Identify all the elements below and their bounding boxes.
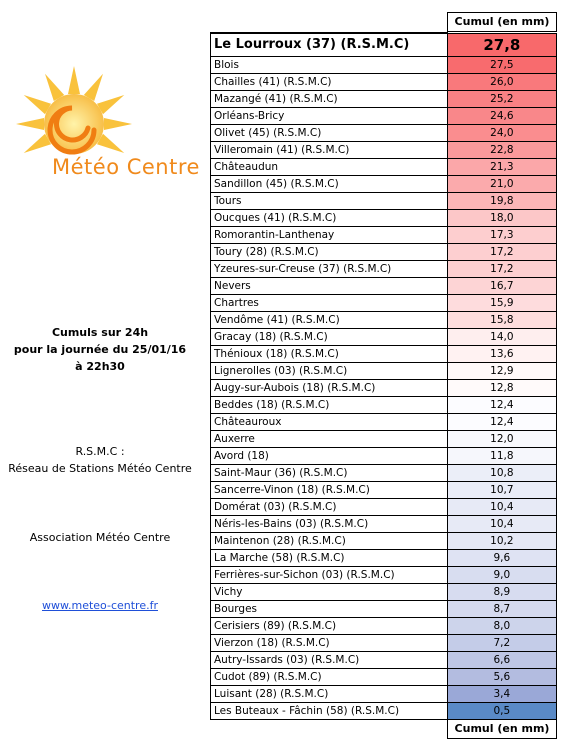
table-row	[211, 74, 557, 91]
station-name: Châteauroux	[211, 414, 448, 431]
rainfall-value: 10,4	[447, 499, 556, 516]
table-row	[211, 516, 557, 533]
rainfall-value: 22,8	[447, 142, 556, 159]
table-row	[211, 159, 557, 176]
rsmc-full: Réseau de Stations Météo Centre	[8, 462, 192, 475]
meteo-centre-logo	[2, 62, 202, 202]
table-row	[211, 295, 557, 312]
station-name: Tours	[211, 193, 448, 210]
table-row	[211, 329, 557, 346]
station-name: Orléans-Bricy	[211, 108, 448, 125]
rainfall-value: 15,9	[447, 295, 556, 312]
rainfall-value: 8,7	[447, 601, 556, 618]
station-name: Sancerre-Vinon (18) (R.S.M.C)	[211, 482, 448, 499]
table-row	[211, 465, 557, 482]
table-row	[211, 91, 557, 108]
station-name: Chartres	[211, 295, 448, 312]
table-row	[211, 414, 557, 431]
table-row	[211, 482, 557, 499]
rainfall-value: 12,0	[447, 431, 556, 448]
column-header: Cumul (en mm)	[447, 12, 557, 32]
table-row	[211, 533, 557, 550]
table-row	[211, 108, 557, 125]
rainfall-value: 21,3	[447, 159, 556, 176]
rainfall-value: 26,0	[447, 74, 556, 91]
rainfall-value: 12,8	[447, 380, 556, 397]
rainfall-value: 10,8	[447, 465, 556, 482]
rainfall-value: 14,0	[447, 329, 556, 346]
station-name: Nevers	[211, 278, 448, 295]
station-name: Yzeures-sur-Creuse (37) (R.S.M.C)	[211, 261, 448, 278]
station-name: Blois	[211, 57, 448, 74]
rainfall-value: 25,2	[447, 91, 556, 108]
rainfall-value: 8,9	[447, 584, 556, 601]
rainfall-value: 0,5	[447, 703, 556, 720]
rainfall-value: 24,6	[447, 108, 556, 125]
table-row	[211, 380, 557, 397]
table-row	[211, 703, 557, 720]
station-name: Romorantin-Lanthenay	[211, 227, 448, 244]
column-footer: Cumul (en mm)	[447, 720, 557, 739]
station-name: Châteaudun	[211, 159, 448, 176]
rainfall-value: 18,0	[447, 210, 556, 227]
table-row	[211, 550, 557, 567]
table-row	[211, 346, 557, 363]
station-name: La Marche (58) (R.S.M.C)	[211, 550, 448, 567]
table-row	[211, 669, 557, 686]
rainfall-value: 10,2	[447, 533, 556, 550]
table-row	[211, 601, 557, 618]
station-name: Toury (28) (R.S.M.C)	[211, 244, 448, 261]
station-name: Sandillon (45) (R.S.M.C)	[211, 176, 448, 193]
table-row	[211, 567, 557, 584]
station-name: Cudot (89) (R.S.M.C)	[211, 669, 448, 686]
table-row	[211, 210, 557, 227]
station-name: Vichy	[211, 584, 448, 601]
table-row	[211, 57, 557, 74]
rainfall-value: 12,4	[447, 414, 556, 431]
table-row	[211, 227, 557, 244]
rainfall-value: 7,2	[447, 635, 556, 652]
table-row	[211, 618, 557, 635]
rainfall-value: 17,3	[447, 227, 556, 244]
station-name: Chailles (41) (R.S.M.C)	[211, 74, 448, 91]
rainfall-rows	[210, 32, 557, 720]
cumuls-title: Cumuls sur 24h	[51, 326, 149, 339]
rainfall-value: 21,0	[447, 176, 556, 193]
rainfall-value: 19,8	[447, 193, 556, 210]
rainfall-value: 10,7	[447, 482, 556, 499]
rainfall-value: 12,4	[447, 397, 556, 414]
table-row	[211, 363, 557, 380]
rainfall-value: 11,8	[447, 448, 556, 465]
rainfall-value: 17,2	[447, 244, 556, 261]
rsmc-abbr: R.S.M.C :	[75, 445, 125, 458]
table-row	[211, 312, 557, 329]
station-name: Bourges	[211, 601, 448, 618]
station-name: Les Buteaux - Fâchin (58) (R.S.M.C)	[211, 703, 448, 720]
rainfall-value: 27,5	[447, 57, 556, 74]
station-name: Gracay (18) (R.S.M.C)	[211, 329, 448, 346]
rainfall-value: 27,8	[447, 33, 556, 57]
table-row	[211, 584, 557, 601]
station-name: Cerisiers (89) (R.S.M.C)	[211, 618, 448, 635]
rainfall-value: 24,0	[447, 125, 556, 142]
table-row	[211, 397, 557, 414]
station-name: Lignerolles (03) (R.S.M.C)	[211, 363, 448, 380]
station-name: Domérat (03) (R.S.M.C)	[211, 499, 448, 516]
table-row	[211, 244, 557, 261]
table-row	[211, 176, 557, 193]
station-name: Vierzon (18) (R.S.M.C)	[211, 635, 448, 652]
website-link-wrap	[0, 597, 200, 614]
association-name: Association Météo Centre	[29, 531, 171, 544]
station-name: Avord (18)	[211, 448, 448, 465]
station-name: Auxerre	[211, 431, 448, 448]
rainfall-value: 15,8	[447, 312, 556, 329]
station-name: Villeromain (41) (R.S.M.C)	[211, 142, 448, 159]
table-row	[211, 142, 557, 159]
rainfall-value: 9,0	[447, 567, 556, 584]
rainfall-value: 6,6	[447, 652, 556, 669]
station-name: Le Lourroux (37) (R.S.M.C)	[211, 33, 448, 57]
station-name: Luisant (28) (R.S.M.C)	[211, 686, 448, 703]
heure-time: à 22h30	[75, 360, 125, 373]
website-link[interactable]: www.meteo-centre.fr	[42, 599, 158, 612]
rainfall-value: 5,6	[447, 669, 556, 686]
station-name: Saint-Maur (36) (R.S.M.C)	[211, 465, 448, 482]
station-name: Maintenon (28) (R.S.M.C)	[211, 533, 448, 550]
rainfall-value: 13,6	[447, 346, 556, 363]
table-row	[211, 125, 557, 142]
station-name: Ferrières-sur-Sichon (03) (R.S.M.C)	[211, 567, 448, 584]
station-name: Beddes (18) (R.S.M.C)	[211, 397, 448, 414]
station-name: Autry-Issards (03) (R.S.M.C)	[211, 652, 448, 669]
rainfall-value: 8,0	[447, 618, 556, 635]
table-row	[211, 652, 557, 669]
rainfall-value: 10,4	[447, 516, 556, 533]
table-row	[211, 193, 557, 210]
table-row	[211, 635, 557, 652]
rainfall-value: 17,2	[447, 261, 556, 278]
station-name: Néris-les-Bains (03) (R.S.M.C)	[211, 516, 448, 533]
rainfall-value: 16,7	[447, 278, 556, 295]
rainfall-value: 12,9	[447, 363, 556, 380]
station-name: Mazangé (41) (R.S.M.C)	[211, 91, 448, 108]
journee-date: pour la journée du 25/01/16	[13, 343, 187, 356]
station-name: Thénioux (18) (R.S.M.C)	[211, 346, 448, 363]
table-row	[211, 33, 557, 57]
station-name: Augy-sur-Aubois (18) (R.S.M.C)	[211, 380, 448, 397]
rainfall-value: 3,4	[447, 686, 556, 703]
table-row	[211, 431, 557, 448]
station-name: Oucques (41) (R.S.M.C)	[211, 210, 448, 227]
sun-logo-icon	[2, 62, 202, 202]
station-name: Vendôme (41) (R.S.M.C)	[211, 312, 448, 329]
table-row	[211, 448, 557, 465]
table-row	[211, 278, 557, 295]
station-name: Olivet (45) (R.S.M.C)	[211, 125, 448, 142]
logo-text: Météo Centre	[52, 155, 200, 179]
rainfall-table	[210, 12, 557, 739]
table-row	[211, 261, 557, 278]
table-row	[211, 686, 557, 703]
rainfall-value: 9,6	[447, 550, 556, 567]
table-row	[211, 499, 557, 516]
